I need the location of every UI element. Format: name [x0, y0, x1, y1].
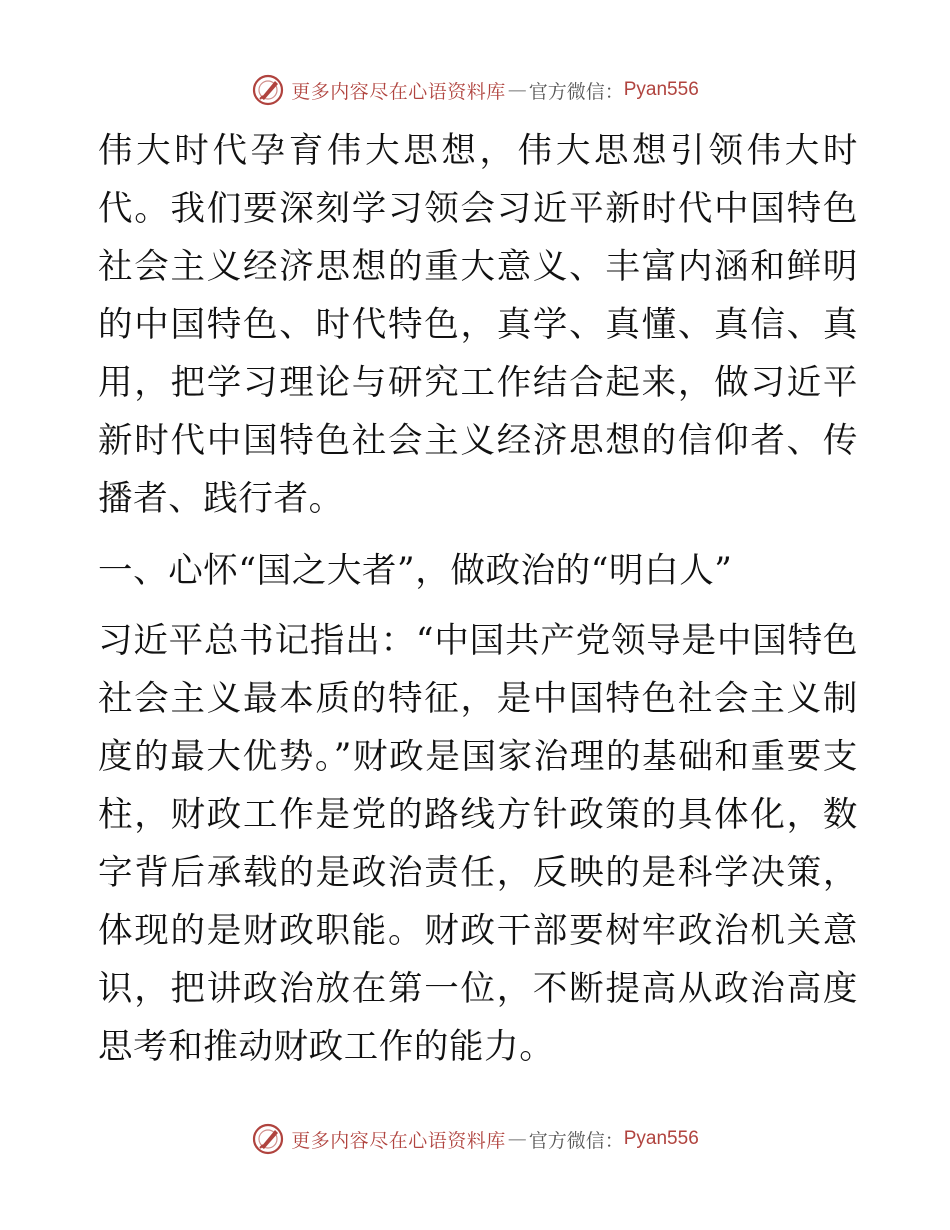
footer-watermark-banner: [0, 1119, 950, 1159]
header-watermark-banner: [0, 70, 950, 110]
banner-wechat-id: Pyan556: [623, 1128, 699, 1149]
banner-site-text: 更多内容尽在心语资料库: [291, 80, 506, 103]
document-body: [98, 122, 858, 1076]
quill-circle-logo-icon: [251, 1122, 285, 1156]
banner-wechat-label: 官方微信：: [528, 1129, 624, 1152]
banner-wechat-id: Pyan556: [623, 79, 699, 100]
banner-dash: —: [507, 1128, 527, 1150]
banner-wechat-label: 官方微信：: [528, 80, 624, 103]
intro-paragraph: 伟大时代孕育伟大思想，伟大思想引领伟大时代。我们要深刻学习领会习近平新时代中国特色社会主义经济思想的重大意义、丰富内涵和鲜明的中国特色、时代特色，真学、真懂、真信、真用，把学习理论与研究工作结合起来，做习近平新时代中国特色社会主义经济思想的信仰者、传播者、践行者。: [98, 131, 858, 519]
section-1-paragraph: 习近平总书记指出：“中国共产党领导是中国特色社会主义最本质的特征，是中国特色社会主义制度的最大优势。”财政是国家治理的基础和重要支柱，财政工作是党的路线方针政策的具体化，数字背后承载的是政治责任，反映的是科学决策，体现的是财政职能。财政干部要树牢政治机关意识，把讲政治放在第一位，不断提高从政治高度思考和推动财政工作的能力。: [98, 621, 858, 1067]
banner-site-text: 更多内容尽在心语资料库: [291, 1129, 506, 1152]
section-heading-1: 一、心怀“国之大者”，做政治的“明白人”: [98, 551, 733, 591]
quill-circle-logo-icon: [251, 73, 285, 107]
banner-dash: —: [507, 79, 527, 101]
